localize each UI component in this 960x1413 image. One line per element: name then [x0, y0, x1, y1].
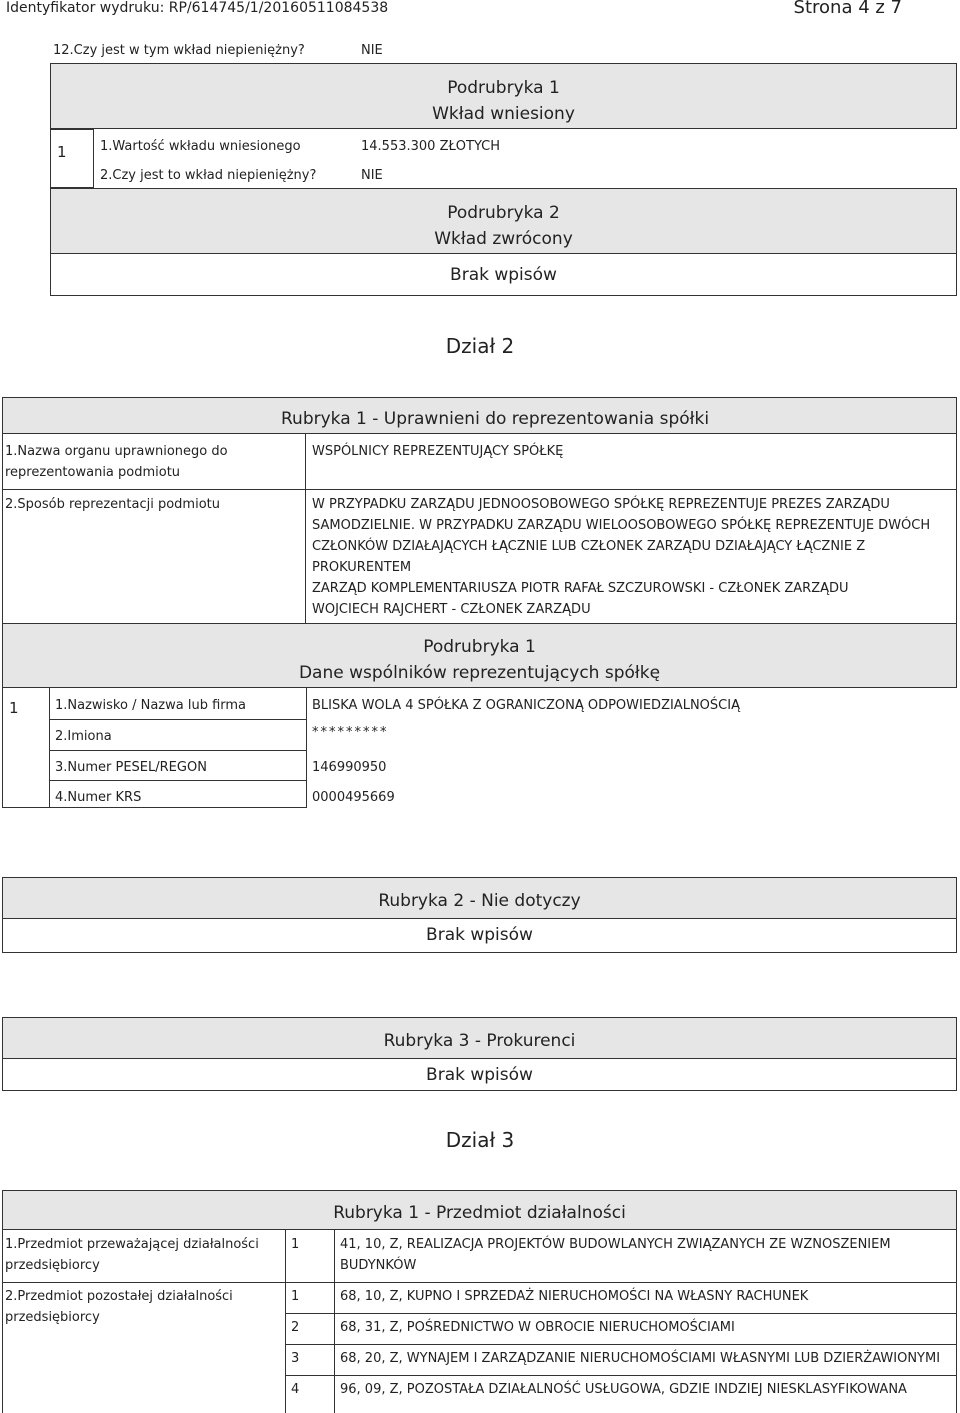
sposob-label: 2.Sposób reprezentacji podmiotu [5, 497, 220, 512]
rubryka3-header [2, 1017, 957, 1059]
wartosc-label: 1.Wartość wkładu wniesionego [100, 139, 301, 154]
podrubryka2-title: Podrubryka 2 [447, 203, 560, 223]
wspolnik-row-value: BLISKA WOLA 4 SPÓŁKA Z OGRANICZONĄ ODPOWIEDZIALNOŚCIĄ [312, 698, 740, 713]
organ-label: 1.Nazwa organu uprawnionego do reprezentowania podmiotu [5, 444, 228, 480]
sposob-line: PROKURENTEM [312, 560, 412, 575]
podrubryka2-empty: Brak wpisów [450, 265, 557, 285]
pozostaly-no: 3 [291, 1351, 300, 1366]
przewazajacy-label: 1.Przedmiot przeważającej działalności przedsiębiorcy [5, 1237, 259, 1273]
przewazajacy-no: 1 [291, 1237, 300, 1252]
wspolnik-row-value: 0000495669 [312, 790, 395, 805]
rubryka3-body [2, 1059, 957, 1091]
rubryka3-empty: Brak wpisów [426, 1065, 533, 1085]
podrubryka1-header [50, 63, 957, 129]
wspolnik-row-label: 2.Imiona [55, 729, 112, 744]
dzial3-title: Dział 3 [445, 1128, 515, 1152]
wspolnik-row-label: 4.Numer KRS [55, 790, 142, 805]
wspolnik-index: 1 [9, 699, 19, 717]
niepieniezny-value: NIE [361, 168, 383, 183]
wklad-index-cell [50, 129, 94, 188]
wspolnik-row-label: 3.Numer PESEL/REGON [55, 760, 207, 775]
page-number: Strona 4 z 7 [793, 0, 902, 18]
przewazajacy-text: 41, 10, Z, REALIZACJA PROJEKTÓW BUDOWLANYCH ZWIĄZANYCH ZE WZNOSZENIEM BUDYNKÓW [340, 1237, 891, 1273]
podrubryka2-header [50, 188, 957, 254]
podrubryka1-title: Podrubryka 1 [447, 78, 560, 98]
rubryka1-header [2, 397, 957, 434]
rubryka2-empty: Brak wpisów [426, 925, 533, 945]
wspolnicy-title: Podrubryka 1 [423, 637, 536, 657]
rubryka3-title: Rubryka 3 - Prokurenci [383, 1031, 576, 1051]
podrubryka1-subtitle: Wkład wniesiony [432, 104, 575, 124]
pozostaly-no: 1 [291, 1289, 300, 1304]
pozostaly-label: 2.Przedmiot pozostałej działalności przedsiębiorcy [5, 1289, 233, 1325]
sposob-line: SAMODZIELNIE. W PRZYPADKU ZARZĄDU WIELOOSOBOWEGO SPÓŁKĘ REPREZENTUJE DWÓCH [312, 518, 931, 533]
wspolnik-row-value: 146990950 [312, 760, 387, 775]
wspolnicy-header [2, 624, 957, 688]
podrubryka2-subtitle: Wkład zwrócony [434, 229, 573, 249]
pozostaly-text: 68, 31, Z, POŚREDNICTWO W OBROCIE NIERUCHOMOŚCIAMI [340, 1320, 735, 1335]
q12-value: NIE [361, 43, 383, 58]
sposob-line: WOJCIECH RAJCHERT - CZŁONEK ZARZĄDU [312, 602, 591, 617]
dzial3-rubryka1-header [2, 1190, 957, 1230]
wklad-index: 1 [57, 143, 67, 161]
print-identifier: Identyfikator wydruku: RP/614745/1/20160511084538 [6, 0, 389, 16]
rubryka2-body [2, 919, 957, 953]
pozostaly-no: 2 [291, 1320, 300, 1335]
sposob-line: ZARZĄD KOMPLEMENTARIUSZA PIOTR RAFAŁ SZCZUROWSKI - CZŁONEK ZARZĄDU [312, 581, 849, 596]
wspolnik-index-cell [2, 688, 50, 808]
wspolnicy-subtitle: Dane wspólników reprezentujących spółkę [298, 663, 661, 683]
wspolnik-row-value: ********* [312, 725, 389, 740]
pozostaly-text: 68, 10, Z, KUPNO I SPRZEDAŻ NIERUCHOMOŚCI NA WŁASNY RACHUNEK [340, 1289, 809, 1304]
dzial2-title: Dział 2 [445, 334, 515, 358]
organ-value: WSPÓLNICY REPREZENTUJĄCY SPÓŁKĘ [312, 444, 564, 459]
pozostaly-text: 96, 09, Z, POZOSTAŁA DZIAŁALNOŚĆ USŁUGOWA, GDZIE INDZIEJ NIESKLASYFIKOWANA [340, 1382, 907, 1397]
sposob-line: W PRZYPADKU ZARZĄDU JEDNOOSOBOWEGO SPÓŁKĘ REPREZENTUJE PREZES ZARZĄDU [312, 497, 890, 512]
sposob-value [312, 494, 930, 620]
q12-label: 12.Czy jest w tym wkład niepieniężny? [53, 43, 305, 58]
rubryka2-title: Rubryka 2 - Nie dotyczy [378, 891, 581, 911]
niepieniezny-label: 2.Czy jest to wkład niepieniężny? [100, 168, 317, 183]
dzial3-rubryka1-title: Rubryka 1 - Przedmiot działalności [333, 1203, 626, 1223]
wartosc-value: 14.553.300 ZŁOTYCH [361, 139, 501, 154]
rubryka1-title: Rubryka 1 - Uprawnieni do reprezentowania spółki [281, 409, 710, 429]
rubryka2-header [2, 877, 957, 919]
sposob-line: CZŁONKÓW DZIAŁAJĄCYCH ŁĄCZNIE LUB CZŁONEK ZARZĄDU DZIAŁAJĄCY ŁĄCZNIE Z [312, 539, 866, 554]
wspolnik-row-label: 1.Nazwisko / Nazwa lub firma [55, 698, 247, 713]
pozostaly-no: 4 [291, 1382, 300, 1397]
podrubryka2-body [50, 254, 957, 296]
pozostaly-text: 68, 20, Z, WYNAJEM I ZARZĄDZANIE NIERUCHOMOŚCIAMI WŁASNYMI LUB DZIERŻAWIONYMI [340, 1351, 941, 1366]
